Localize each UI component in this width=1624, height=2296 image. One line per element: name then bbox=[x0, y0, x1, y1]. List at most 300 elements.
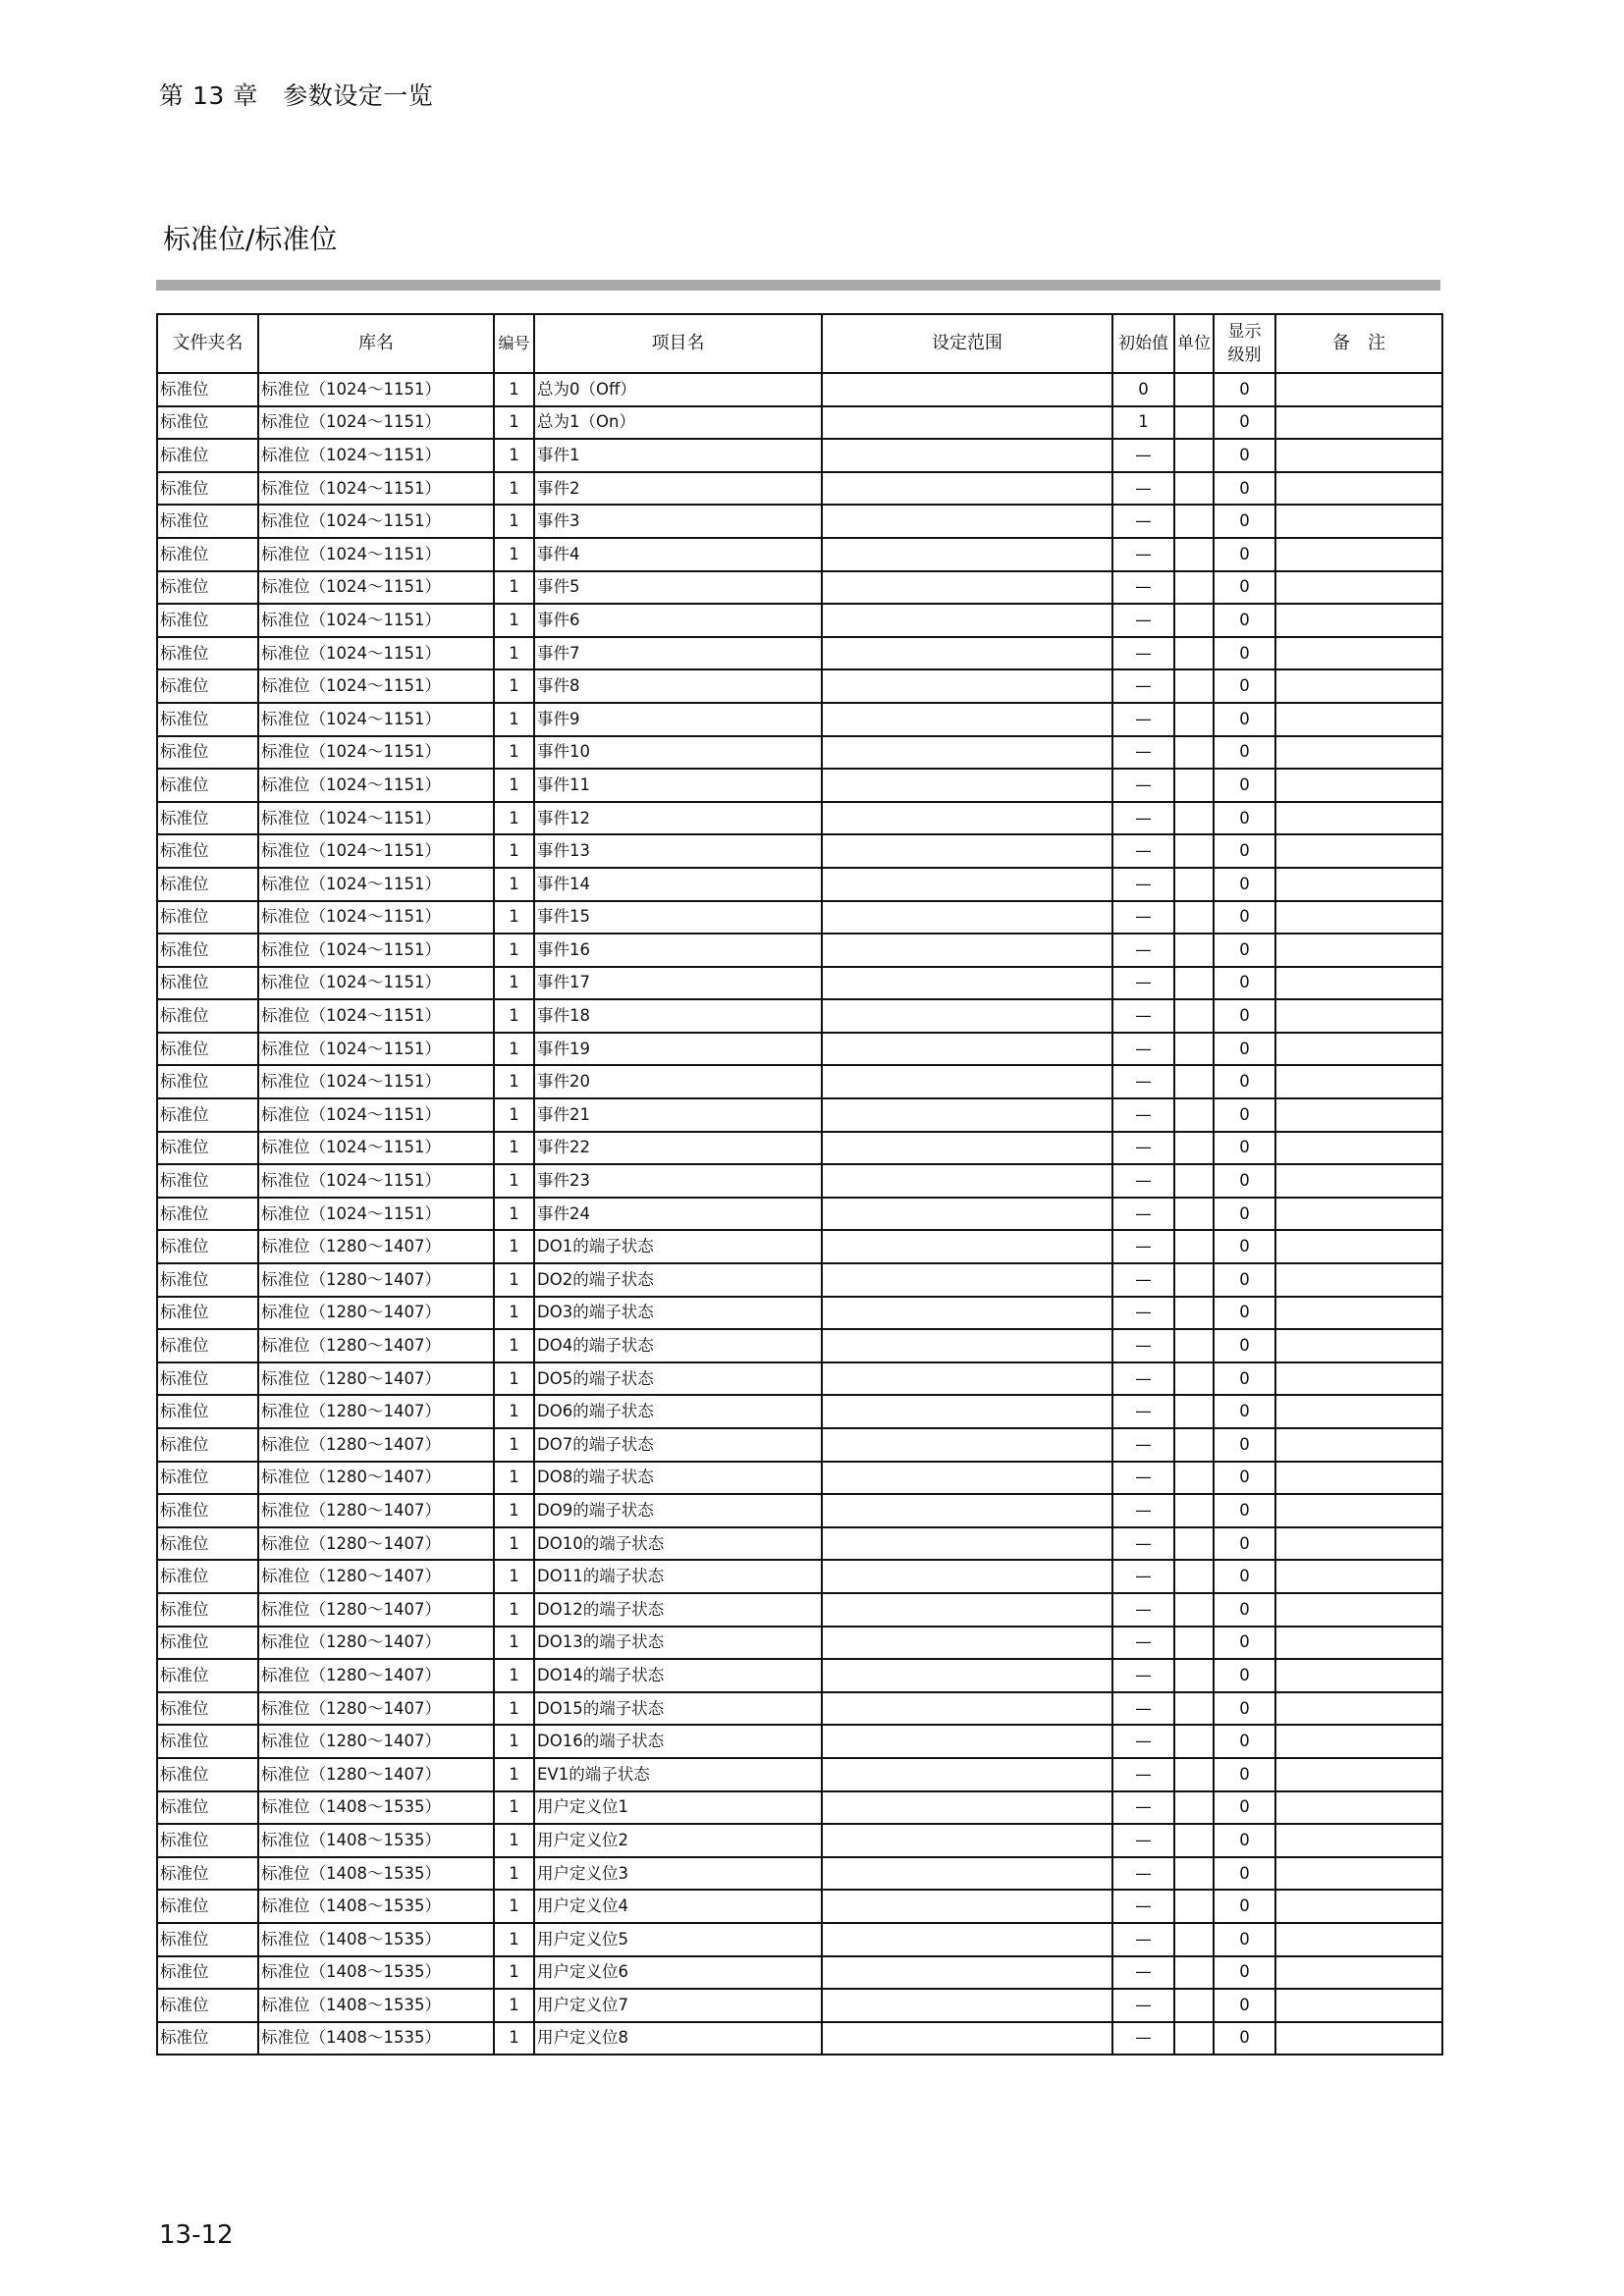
cell-number: 1 bbox=[494, 901, 534, 934]
cell-range bbox=[822, 472, 1112, 506]
cell-range bbox=[822, 1362, 1112, 1396]
table-row bbox=[157, 637, 1442, 670]
cell-initial: — bbox=[1112, 1627, 1174, 1660]
table-row bbox=[157, 571, 1442, 605]
cell-library: 标准位（1024～1151） bbox=[258, 604, 494, 637]
cell-library: 标准位（1024～1151） bbox=[258, 901, 494, 934]
cell-unit bbox=[1174, 1560, 1214, 1593]
cell-level: 0 bbox=[1214, 1923, 1275, 1956]
cell-range bbox=[822, 1132, 1112, 1165]
cell-library: 标准位（1024～1151） bbox=[258, 967, 494, 1000]
cell-remarks bbox=[1275, 1627, 1442, 1660]
cell-unit bbox=[1174, 967, 1214, 1000]
table-row bbox=[157, 1297, 1442, 1330]
cell-unit bbox=[1174, 637, 1214, 670]
cell-initial: — bbox=[1112, 736, 1174, 770]
cell-item: DO11的端子状态 bbox=[534, 1560, 822, 1593]
table-row bbox=[157, 1923, 1442, 1956]
cell-folder: 标准位 bbox=[157, 1659, 258, 1692]
cell-range bbox=[822, 1956, 1112, 1990]
cell-number: 1 bbox=[494, 1627, 534, 1660]
cell-number: 1 bbox=[494, 1033, 534, 1066]
header-level-line1: 显示 bbox=[1227, 322, 1262, 342]
cell-range bbox=[822, 1593, 1112, 1627]
cell-range bbox=[822, 1164, 1112, 1198]
table-row bbox=[157, 669, 1442, 703]
cell-number: 1 bbox=[494, 1362, 534, 1396]
cell-remarks bbox=[1275, 1428, 1442, 1462]
cell-remarks bbox=[1275, 1593, 1442, 1627]
table-row bbox=[157, 1593, 1442, 1627]
cell-remarks bbox=[1275, 967, 1442, 1000]
cell-folder: 标准位 bbox=[157, 901, 258, 934]
cell-library: 标准位（1024～1151） bbox=[258, 802, 494, 835]
cell-initial: — bbox=[1112, 1098, 1174, 1132]
cell-unit bbox=[1174, 1164, 1214, 1198]
cell-library: 标准位（1280～1407） bbox=[258, 1428, 494, 1462]
cell-level: 0 bbox=[1214, 406, 1275, 440]
cell-library: 标准位（1408～1535） bbox=[258, 1956, 494, 1990]
cell-library: 标准位（1024～1151） bbox=[258, 472, 494, 506]
cell-initial: — bbox=[1112, 868, 1174, 901]
cell-initial: — bbox=[1112, 1362, 1174, 1396]
cell-folder: 标准位 bbox=[157, 439, 258, 472]
cell-level: 0 bbox=[1214, 1428, 1275, 1462]
cell-number: 1 bbox=[494, 802, 534, 835]
header-remarks: 备 注 bbox=[1275, 314, 1442, 373]
cell-number: 1 bbox=[494, 406, 534, 440]
cell-library: 标准位（1024～1151） bbox=[258, 1132, 494, 1165]
cell-unit bbox=[1174, 736, 1214, 770]
cell-level: 0 bbox=[1214, 1725, 1275, 1758]
cell-item: 事件19 bbox=[534, 1033, 822, 1066]
cell-item: 事件9 bbox=[534, 703, 822, 736]
cell-folder: 标准位 bbox=[157, 999, 258, 1033]
cell-item: DO7的端子状态 bbox=[534, 1428, 822, 1462]
cell-item: 事件22 bbox=[534, 1132, 822, 1165]
cell-range bbox=[822, 1989, 1112, 2022]
cell-item: 总为1（On） bbox=[534, 406, 822, 440]
cell-level: 0 bbox=[1214, 1230, 1275, 1263]
cell-item: 事件6 bbox=[534, 604, 822, 637]
cell-remarks bbox=[1275, 406, 1442, 440]
cell-unit bbox=[1174, 669, 1214, 703]
cell-remarks bbox=[1275, 999, 1442, 1033]
cell-folder: 标准位 bbox=[157, 1527, 258, 1561]
cell-item: 事件3 bbox=[534, 505, 822, 538]
cell-remarks bbox=[1275, 669, 1442, 703]
cell-level: 0 bbox=[1214, 1627, 1275, 1660]
cell-folder: 标准位 bbox=[157, 1297, 258, 1330]
cell-number: 1 bbox=[494, 1725, 534, 1758]
cell-number: 1 bbox=[494, 1560, 534, 1593]
cell-library: 标准位（1024～1151） bbox=[258, 406, 494, 440]
cell-range bbox=[822, 669, 1112, 703]
cell-initial: — bbox=[1112, 1956, 1174, 1990]
cell-unit bbox=[1174, 1725, 1214, 1758]
table-row bbox=[157, 934, 1442, 967]
table-row bbox=[157, 967, 1442, 1000]
title-rule bbox=[156, 280, 1440, 291]
cell-library: 标准位（1280～1407） bbox=[258, 1230, 494, 1263]
cell-unit bbox=[1174, 373, 1214, 406]
cell-number: 1 bbox=[494, 834, 534, 868]
cell-unit bbox=[1174, 999, 1214, 1033]
cell-range bbox=[822, 1791, 1112, 1825]
cell-level: 0 bbox=[1214, 901, 1275, 934]
cell-unit bbox=[1174, 703, 1214, 736]
table-row bbox=[157, 1132, 1442, 1165]
cell-range bbox=[822, 934, 1112, 967]
cell-folder: 标准位 bbox=[157, 1593, 258, 1627]
cell-number: 1 bbox=[494, 769, 534, 802]
cell-unit bbox=[1174, 901, 1214, 934]
cell-initial: — bbox=[1112, 2022, 1174, 2056]
cell-unit bbox=[1174, 1890, 1214, 1923]
cell-level: 0 bbox=[1214, 1132, 1275, 1165]
cell-initial: — bbox=[1112, 901, 1174, 934]
cell-level: 0 bbox=[1214, 1494, 1275, 1527]
cell-number: 1 bbox=[494, 868, 534, 901]
table-row bbox=[157, 1857, 1442, 1891]
cell-initial: — bbox=[1112, 1659, 1174, 1692]
cell-library: 标准位（1024～1151） bbox=[258, 439, 494, 472]
header-range: 设定范围 bbox=[822, 314, 1112, 373]
cell-folder: 标准位 bbox=[157, 406, 258, 440]
cell-remarks bbox=[1275, 834, 1442, 868]
header-number: 编号 bbox=[494, 314, 534, 373]
cell-unit bbox=[1174, 439, 1214, 472]
cell-item: DO3的端子状态 bbox=[534, 1297, 822, 1330]
cell-unit bbox=[1174, 934, 1214, 967]
cell-folder: 标准位 bbox=[157, 1857, 258, 1891]
cell-library: 标准位（1024～1151） bbox=[258, 1198, 494, 1231]
header-library: 库名 bbox=[258, 314, 494, 373]
header-item: 项目名 bbox=[534, 314, 822, 373]
cell-folder: 标准位 bbox=[157, 1923, 258, 1956]
cell-range bbox=[822, 1230, 1112, 1263]
cell-number: 1 bbox=[494, 604, 534, 637]
cell-item: DO9的端子状态 bbox=[534, 1494, 822, 1527]
cell-unit bbox=[1174, 802, 1214, 835]
cell-library: 标准位（1024～1151） bbox=[258, 834, 494, 868]
cell-remarks bbox=[1275, 736, 1442, 770]
cell-remarks bbox=[1275, 373, 1442, 406]
table-row bbox=[157, 1989, 1442, 2022]
cell-initial: — bbox=[1112, 1890, 1174, 1923]
cell-library: 标准位（1280～1407） bbox=[258, 1758, 494, 1791]
cell-level: 0 bbox=[1214, 1989, 1275, 2022]
cell-item: DO10的端子状态 bbox=[534, 1527, 822, 1561]
cell-folder: 标准位 bbox=[157, 934, 258, 967]
cell-number: 1 bbox=[494, 1297, 534, 1330]
table-row bbox=[157, 1263, 1442, 1297]
cell-unit bbox=[1174, 1263, 1214, 1297]
cell-number: 1 bbox=[494, 1923, 534, 1956]
cell-folder: 标准位 bbox=[157, 1362, 258, 1396]
table-row bbox=[157, 1791, 1442, 1825]
cell-item: 事件12 bbox=[534, 802, 822, 835]
header-level bbox=[1214, 314, 1275, 373]
cell-item: 事件13 bbox=[534, 834, 822, 868]
table-row bbox=[157, 834, 1442, 868]
cell-folder: 标准位 bbox=[157, 1560, 258, 1593]
cell-item: 事件7 bbox=[534, 637, 822, 670]
cell-folder: 标准位 bbox=[157, 669, 258, 703]
cell-folder: 标准位 bbox=[157, 571, 258, 605]
cell-initial: — bbox=[1112, 1297, 1174, 1330]
cell-range bbox=[822, 1659, 1112, 1692]
cell-range bbox=[822, 1263, 1112, 1297]
table-row bbox=[157, 472, 1442, 506]
cell-initial: — bbox=[1112, 1395, 1174, 1428]
cell-initial: — bbox=[1112, 669, 1174, 703]
table-row bbox=[157, 1462, 1442, 1495]
cell-unit bbox=[1174, 1956, 1214, 1990]
cell-initial: — bbox=[1112, 505, 1174, 538]
cell-initial: — bbox=[1112, 967, 1174, 1000]
cell-remarks bbox=[1275, 1791, 1442, 1825]
cell-item: 事件17 bbox=[534, 967, 822, 1000]
cell-number: 1 bbox=[494, 1263, 534, 1297]
cell-folder: 标准位 bbox=[157, 1627, 258, 1660]
cell-unit bbox=[1174, 571, 1214, 605]
table-row bbox=[157, 1890, 1442, 1923]
cell-range bbox=[822, 406, 1112, 440]
cell-unit bbox=[1174, 1033, 1214, 1066]
cell-remarks bbox=[1275, 934, 1442, 967]
cell-initial: — bbox=[1112, 1198, 1174, 1231]
cell-library: 标准位（1408～1535） bbox=[258, 1857, 494, 1891]
cell-remarks bbox=[1275, 1824, 1442, 1857]
cell-unit bbox=[1174, 1462, 1214, 1495]
cell-folder: 标准位 bbox=[157, 1098, 258, 1132]
cell-initial: — bbox=[1112, 1989, 1174, 2022]
cell-unit bbox=[1174, 1132, 1214, 1165]
table-row bbox=[157, 1494, 1442, 1527]
cell-library: 标准位（1408～1535） bbox=[258, 1989, 494, 2022]
cell-number: 1 bbox=[494, 1824, 534, 1857]
cell-initial: — bbox=[1112, 637, 1174, 670]
cell-number: 1 bbox=[494, 538, 534, 571]
cell-item: 事件16 bbox=[534, 934, 822, 967]
cell-item: DO15的端子状态 bbox=[534, 1692, 822, 1726]
cell-range bbox=[822, 967, 1112, 1000]
cell-range bbox=[822, 1297, 1112, 1330]
cell-unit bbox=[1174, 1395, 1214, 1428]
cell-folder: 标准位 bbox=[157, 1329, 258, 1362]
cell-remarks bbox=[1275, 604, 1442, 637]
cell-folder: 标准位 bbox=[157, 1791, 258, 1825]
cell-remarks bbox=[1275, 1098, 1442, 1132]
cell-item: 事件21 bbox=[534, 1098, 822, 1132]
cell-range bbox=[822, 2022, 1112, 2056]
table-row bbox=[157, 538, 1442, 571]
cell-item: DO1的端子状态 bbox=[534, 1230, 822, 1263]
cell-initial: — bbox=[1112, 1725, 1174, 1758]
cell-item: 事件20 bbox=[534, 1065, 822, 1098]
cell-initial: — bbox=[1112, 1857, 1174, 1891]
table-row bbox=[157, 1824, 1442, 1857]
cell-library: 标准位（1280～1407） bbox=[258, 1329, 494, 1362]
cell-item: 事件2 bbox=[534, 472, 822, 506]
cell-folder: 标准位 bbox=[157, 1230, 258, 1263]
cell-folder: 标准位 bbox=[157, 1890, 258, 1923]
cell-range bbox=[822, 1329, 1112, 1362]
cell-level: 0 bbox=[1214, 769, 1275, 802]
cell-initial: — bbox=[1112, 934, 1174, 967]
cell-number: 1 bbox=[494, 1989, 534, 2022]
table-row bbox=[157, 1725, 1442, 1758]
cell-item: 事件10 bbox=[534, 736, 822, 770]
cell-range bbox=[822, 1923, 1112, 1956]
cell-item: 事件18 bbox=[534, 999, 822, 1033]
cell-range bbox=[822, 999, 1112, 1033]
cell-remarks bbox=[1275, 1494, 1442, 1527]
cell-folder: 标准位 bbox=[157, 472, 258, 506]
cell-item: 用户定义位7 bbox=[534, 1989, 822, 2022]
cell-item: 事件11 bbox=[534, 769, 822, 802]
cell-unit bbox=[1174, 538, 1214, 571]
cell-range bbox=[822, 505, 1112, 538]
cell-item: 事件8 bbox=[534, 669, 822, 703]
cell-number: 1 bbox=[494, 1494, 534, 1527]
cell-number: 1 bbox=[494, 1758, 534, 1791]
cell-remarks bbox=[1275, 868, 1442, 901]
cell-level: 0 bbox=[1214, 1297, 1275, 1330]
cell-number: 1 bbox=[494, 1593, 534, 1627]
cell-number: 1 bbox=[494, 637, 534, 670]
cell-level: 0 bbox=[1214, 472, 1275, 506]
cell-remarks bbox=[1275, 901, 1442, 934]
cell-range bbox=[822, 1494, 1112, 1527]
cell-item: 用户定义位8 bbox=[534, 2022, 822, 2056]
cell-library: 标准位（1280～1407） bbox=[258, 1692, 494, 1726]
cell-folder: 标准位 bbox=[157, 1198, 258, 1231]
cell-number: 1 bbox=[494, 373, 534, 406]
cell-level: 0 bbox=[1214, 967, 1275, 1000]
cell-range bbox=[822, 1890, 1112, 1923]
cell-remarks bbox=[1275, 1297, 1442, 1330]
cell-unit bbox=[1174, 505, 1214, 538]
cell-unit bbox=[1174, 769, 1214, 802]
cell-level: 0 bbox=[1214, 834, 1275, 868]
cell-number: 1 bbox=[494, 999, 534, 1033]
cell-item: 用户定义位4 bbox=[534, 1890, 822, 1923]
cell-number: 1 bbox=[494, 1428, 534, 1462]
table-row bbox=[157, 1758, 1442, 1791]
cell-folder: 标准位 bbox=[157, 538, 258, 571]
cell-initial: — bbox=[1112, 703, 1174, 736]
cell-item: DO16的端子状态 bbox=[534, 1725, 822, 1758]
cell-unit bbox=[1174, 1659, 1214, 1692]
cell-folder: 标准位 bbox=[157, 769, 258, 802]
cell-item: 事件5 bbox=[534, 571, 822, 605]
cell-library: 标准位（1024～1151） bbox=[258, 373, 494, 406]
cell-range bbox=[822, 868, 1112, 901]
cell-level: 0 bbox=[1214, 934, 1275, 967]
cell-range bbox=[822, 538, 1112, 571]
cell-number: 1 bbox=[494, 1329, 534, 1362]
cell-level: 0 bbox=[1214, 1033, 1275, 1066]
cell-remarks bbox=[1275, 1659, 1442, 1692]
cell-folder: 标准位 bbox=[157, 1033, 258, 1066]
cell-remarks bbox=[1275, 1395, 1442, 1428]
cell-number: 1 bbox=[494, 2022, 534, 2056]
cell-level: 0 bbox=[1214, 1560, 1275, 1593]
cell-item: 事件1 bbox=[534, 439, 822, 472]
cell-library: 标准位（1024～1151） bbox=[258, 769, 494, 802]
cell-folder: 标准位 bbox=[157, 1692, 258, 1726]
cell-range bbox=[822, 637, 1112, 670]
table-row bbox=[157, 505, 1442, 538]
cell-remarks bbox=[1275, 1362, 1442, 1396]
cell-folder: 标准位 bbox=[157, 1428, 258, 1462]
cell-unit bbox=[1174, 1593, 1214, 1627]
cell-number: 1 bbox=[494, 1395, 534, 1428]
cell-library: 标准位（1024～1151） bbox=[258, 1065, 494, 1098]
cell-unit bbox=[1174, 2022, 1214, 2056]
cell-folder: 标准位 bbox=[157, 604, 258, 637]
cell-item: DO13的端子状态 bbox=[534, 1627, 822, 1660]
cell-level: 0 bbox=[1214, 802, 1275, 835]
cell-level: 0 bbox=[1214, 999, 1275, 1033]
cell-range bbox=[822, 1527, 1112, 1561]
page-number: 13-12 bbox=[159, 2220, 234, 2250]
cell-library: 标准位（1408～1535） bbox=[258, 1923, 494, 1956]
table-row bbox=[157, 1395, 1442, 1428]
cell-folder: 标准位 bbox=[157, 1956, 258, 1990]
cell-folder: 标准位 bbox=[157, 2022, 258, 2056]
cell-unit bbox=[1174, 1428, 1214, 1462]
cell-folder: 标准位 bbox=[157, 1263, 258, 1297]
cell-remarks bbox=[1275, 703, 1442, 736]
cell-initial: — bbox=[1112, 1329, 1174, 1362]
cell-unit bbox=[1174, 1329, 1214, 1362]
cell-level: 0 bbox=[1214, 1164, 1275, 1198]
cell-remarks bbox=[1275, 1132, 1442, 1165]
table-row bbox=[157, 769, 1442, 802]
cell-library: 标准位（1280～1407） bbox=[258, 1395, 494, 1428]
cell-remarks bbox=[1275, 1462, 1442, 1495]
cell-item: DO8的端子状态 bbox=[534, 1462, 822, 1495]
cell-item: DO6的端子状态 bbox=[534, 1395, 822, 1428]
cell-level: 0 bbox=[1214, 1098, 1275, 1132]
cell-initial: — bbox=[1112, 1560, 1174, 1593]
cell-library: 标准位（1408～1535） bbox=[258, 2022, 494, 2056]
chapter-heading: 第 13 章 参数设定一览 bbox=[159, 81, 434, 110]
cell-unit bbox=[1174, 604, 1214, 637]
cell-library: 标准位（1280～1407） bbox=[258, 1593, 494, 1627]
cell-initial: — bbox=[1112, 1033, 1174, 1066]
cell-library: 标准位（1024～1151） bbox=[258, 1033, 494, 1066]
cell-item: 用户定义位6 bbox=[534, 1956, 822, 1990]
cell-folder: 标准位 bbox=[157, 1989, 258, 2022]
cell-item: EV1的端子状态 bbox=[534, 1758, 822, 1791]
table-row bbox=[157, 1627, 1442, 1660]
cell-folder: 标准位 bbox=[157, 373, 258, 406]
cell-library: 标准位（1280～1407） bbox=[258, 1725, 494, 1758]
table-row bbox=[157, 802, 1442, 835]
cell-level: 0 bbox=[1214, 571, 1275, 605]
cell-library: 标准位（1024～1151） bbox=[258, 637, 494, 670]
cell-number: 1 bbox=[494, 505, 534, 538]
cell-initial: 1 bbox=[1112, 406, 1174, 440]
cell-number: 1 bbox=[494, 1890, 534, 1923]
cell-initial: — bbox=[1112, 834, 1174, 868]
cell-range bbox=[822, 802, 1112, 835]
parameter-table bbox=[156, 313, 1443, 2056]
